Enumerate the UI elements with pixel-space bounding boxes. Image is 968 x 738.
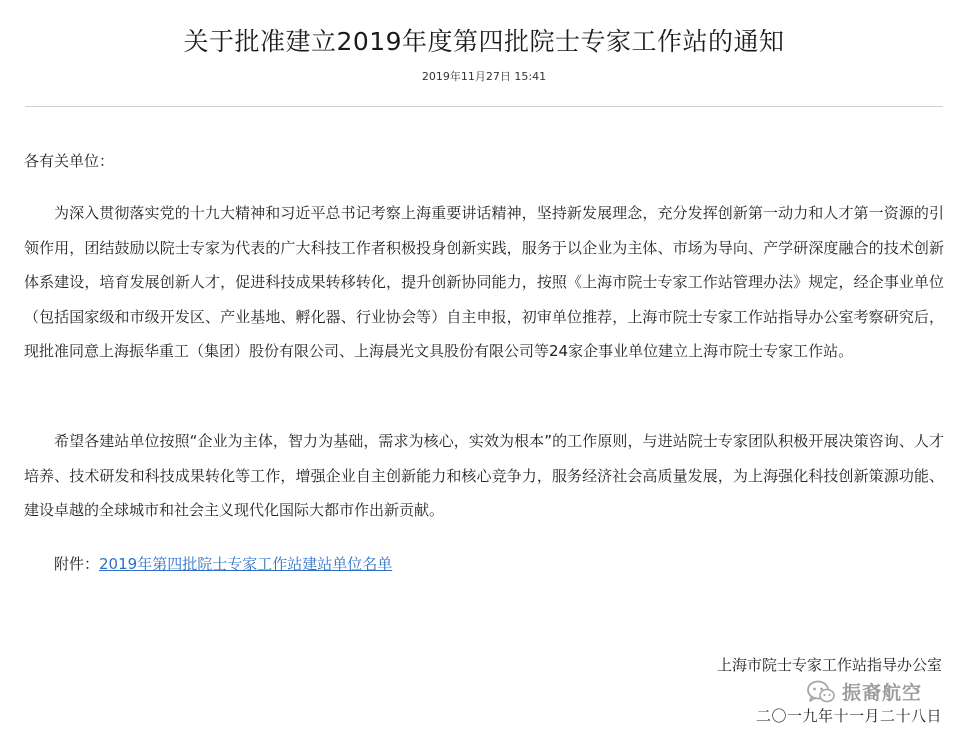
signature-date: 二〇一九年十一月二十八日	[755, 707, 942, 725]
watermark-text: 振裔航空	[842, 682, 923, 704]
attachment-link[interactable]: 2019年第四批院士专家工作站建站单位名单	[99, 555, 393, 573]
paragraph-2: 希望各建站单位按照“企业为主体，智力为基础，需求为核心，实效为根本”的工作原则，与进站院士专家团队积极开展决策咨询、人才培养、技术研发和科技成果转化等工作，增强企业自主创新能力和核心竞争力，服务经济社会高质量发展，为上海强化科技创新策源功能、建设卓越的全球城市和社会主义现代化国际大都市作出新贡献。	[24, 432, 944, 519]
attachment-label: 附件：	[54, 555, 100, 573]
salutation: 各有关单位：	[24, 152, 115, 170]
header-divider	[25, 106, 943, 107]
paragraph-1: 为深入贯彻落实党的十九大精神和习近平总书记考察上海重要讲话精神，坚持新发展理念，充分发挥创新第一动力和人才第一资源的引领作用，团结鼓励以院士专家为代表的广大科技工作者积极投身创新实践，服务于以企业为主体、市场为导向、产学研深度融合的技术创新体系建设，培育发展创新人才，促进科技成果转移转化，提升创新协同能力，按照《上海市院士专家工作站管理办法》规定，经企事业单位（包括国家级和市级开发区、产业基地、孵化器、行业协会等）自主申报，初审单位推荐，上海市院士专家工作站指导办公室考察研究后，现批准同意上海振华重工（集团）股份有限公司、上海晨光文具股份有限公司等24家企事业单位建立上海市院士专家工作站。	[24, 204, 944, 360]
page-title: 关于批准建立2019年度第四批院士专家工作站的通知	[183, 27, 785, 56]
publish-date: 2019年11月27日 15:41	[421, 70, 547, 83]
signature-office: 上海市院士专家工作站指导办公室	[716, 656, 942, 674]
wechat-icon	[806, 679, 836, 705]
attachment-line	[54, 553, 392, 574]
watermark	[806, 678, 922, 705]
